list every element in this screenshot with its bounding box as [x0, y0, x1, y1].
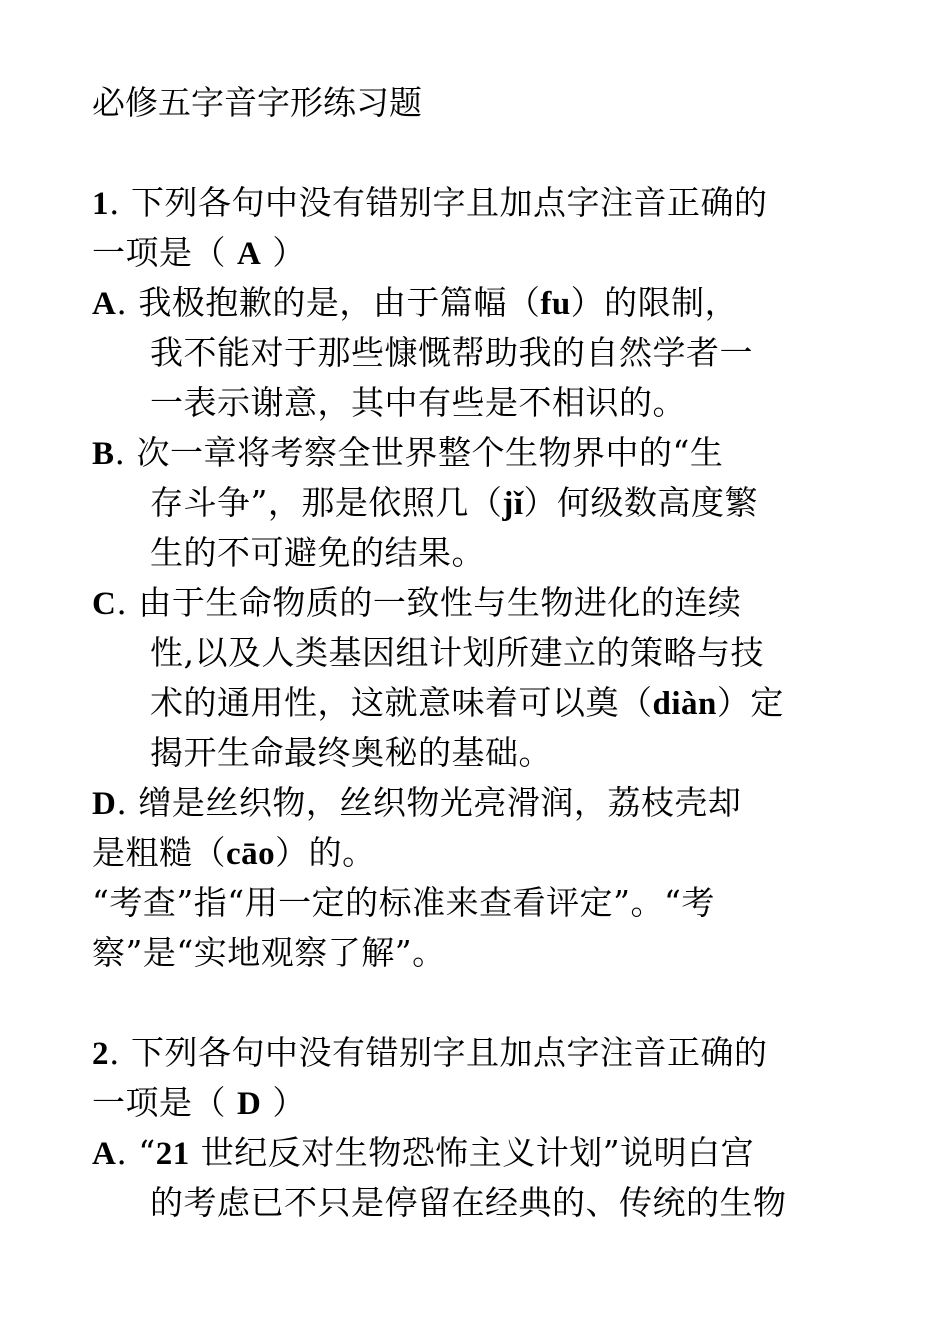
- q2-option-a-label: A: [92, 1136, 117, 1172]
- q2-stem-pre: 一项是（: [92, 1083, 237, 1122]
- q1-option-a-line3: 一表示谢意，其中有些是不相识的。: [150, 383, 686, 422]
- q1-option-c-line4: 揭开生命最终奥秘的基础。: [150, 733, 552, 772]
- q1-stem-pre: 一项是（: [92, 233, 237, 272]
- q1-stem-post: ）: [261, 233, 306, 272]
- q2-answer: D: [237, 1086, 262, 1122]
- q1-option-c-text-post: ）定: [716, 683, 784, 722]
- q2-option-a-line1: [92, 1128, 867, 1178]
- q2-option-a-number: 21: [155, 1136, 190, 1172]
- q1-stem-line1: [92, 178, 867, 228]
- q2-stem-line2: [92, 1078, 867, 1128]
- q1-number: 1: [92, 186, 109, 222]
- q1-answer: A: [237, 236, 262, 272]
- q1-option-c-pinyin: diàn: [652, 686, 717, 722]
- q2-stem-post: ）: [261, 1083, 306, 1122]
- q1-option-c-text: . 由于生命物质的一致性与生物进化的连续: [116, 583, 742, 622]
- q1-option-c-line2: 性,以及人类基因组计划所建立的策略与技: [150, 633, 764, 672]
- q1-note-line1: “考查”指“用一定的标准来查看评定”。“考: [92, 883, 715, 922]
- q2-option-a-text-pre: . “: [116, 1133, 156, 1172]
- spacer: [92, 978, 867, 1028]
- doc-title: 必修五字音字形练习题: [92, 83, 422, 122]
- q1-option-b-label: B: [92, 436, 115, 472]
- q1-option-b-line1: [92, 428, 867, 478]
- q1-option-d-label: D: [92, 786, 117, 822]
- q1-note-line2: 察”是“实地观察了解”。: [92, 933, 446, 972]
- q1-stem-line2: [92, 228, 867, 278]
- q1-option-a-text-post: ）的限制，: [570, 283, 739, 322]
- q1-option-b-text-pre: 存斗争”，那是依照几（: [150, 483, 503, 522]
- q2-number: 2: [92, 1036, 109, 1072]
- q2-stem-line1: [92, 1028, 867, 1078]
- q1-stem-text: . 下列各句中没有错别字且加点字注音正确的: [109, 183, 768, 222]
- q1-option-a-line1: [92, 278, 867, 328]
- q1-option-d-line2: [92, 828, 867, 878]
- q1-option-d-line1: [92, 778, 867, 828]
- q1-option-b-text: . 次一章将考察全世界整个生物界中的“生: [114, 433, 724, 472]
- q1-option-a-label: A: [92, 286, 117, 322]
- q1-option-a-pinyin: fu: [540, 286, 571, 322]
- q2-option-a-text-post: 世纪反对生物恐怖主义计划”说明白宫: [189, 1133, 755, 1172]
- q1-option-d-text-post: ）的。: [275, 833, 376, 872]
- document-page: [92, 78, 867, 1228]
- q2-stem-text: . 下列各句中没有错别字且加点字注音正确的: [109, 1033, 768, 1072]
- q1-option-b-line3: 生的不可避免的结果。: [150, 533, 485, 572]
- q1-option-d-pinyin: cāo: [226, 836, 276, 872]
- q1-option-b-pinyin: jǐ: [502, 486, 524, 522]
- q1-option-a-line2: 我不能对于那些慷慨帮助我的自然学者一: [150, 333, 753, 372]
- q1-option-b-text-post: ）何级数高度繁: [523, 483, 759, 522]
- q1-option-c-text-pre: 术的通用性，这就意味着可以奠（: [150, 683, 653, 722]
- q1-option-b-line2: [92, 478, 867, 528]
- q2-option-a-line2: 的考虑已不只是停留在经典的、传统的生物: [150, 1183, 787, 1222]
- q1-option-c-label: C: [92, 586, 117, 622]
- q1-option-c-line3: [92, 678, 867, 728]
- q1-option-d-text: . 缯是丝织物，丝织物光亮滑润，荔枝壳却: [116, 783, 742, 822]
- spacer: [92, 128, 867, 178]
- q1-option-d-text-pre: 是粗糙（: [92, 833, 226, 872]
- q1-option-c-line1: [92, 578, 867, 628]
- q1-option-a-text: . 我极抱歉的是，由于篇幅（: [116, 283, 541, 322]
